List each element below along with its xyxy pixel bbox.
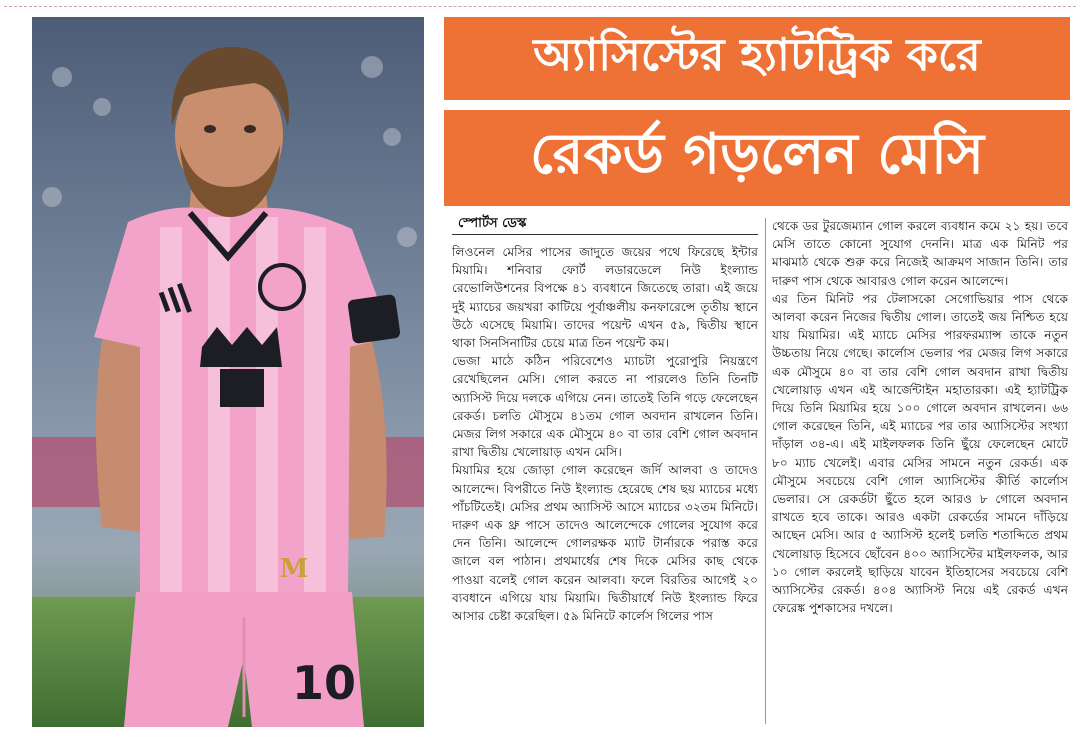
byline: স্পোর্টস ডেস্ক [458, 216, 527, 231]
paragraph: ভেজা মাঠে কঠিন পরিবেশেও ম্যাচটা পুরোপুরি নিয়ন্ত্রণে রেখেছিলেন মেসি। গোল করতে না পারলেও তিনি তিনটি অ্যাসিস্ট দিয়ে দলকে এগিয়ে নেন। তাতেই তিনি গড়ে ফেলেছেন রেকর্ড। চলতি মৌসুমে ৪১তম গোল অবদান রাখলেন তিনি। মেজর লিগ সকারে এক মৌসুমে ৪০ বা তার বেশি গোল অবদান রাখা দ্বিতীয় খেলোয়াড় এখন মেসি। [452, 354, 758, 460]
headline-line-2-band [444, 110, 1070, 206]
paragraph: এর তিন মিনিট পর টেলাসকো সেগোভিয়ার পাস থেকে আলবা করেন নিজের দ্বিতীয় গোল। তাতেই জয় নিশ্চিত হয়ে যায় মিয়ামির। এই ম্যাচে মেসির পারফরম্যান্স তাকে নতুন উচ্চতায় নিয়ে গেছে। কার্লোস ভেলার পর মেজর লিগ সকারে এক মৌসুমে ৪০ বা তার বেশি গোল অবদান রাখা দ্বিতীয় খেলোয়াড় এখন এই আর্জেন্টাইন মহাতারকা। এই হ্যাটট্রিক দিয়ে তিনি মিয়ামির হয়ে ১০০ গোলে অবদান রাখলেন। ৬৬ গোল করেছেন তিনি, এই ম্যাচের পর তার অ্যাসিস্টের সংখ্যা দাঁড়াল ৩৪-এ। এই মাইলফলক তিনি ছুঁয়ে ফেলেছেন মোটে ৮০ ম্যাচ খেলেই। এবার মেসির সামনে নতুন রেকর্ড। এক মৌসুমে সবচেয়ে বেশি গোল অ্যাসিস্টের কীর্তি কার্লোস ভেলার। সে রেকর্ডটা ছুঁতে হলে আরও ৮ গোলে অবদান রাখতে হবে তাকে। আরও একটা রেকর্ডের সামনে দাঁড়িয়ে আছেন মেসি। আর ৫ অ্যাসিস্ট হলেই চলতি শতাব্দিতে প্রথম খেলোয়াড় হিসেবে ছোঁবেন ৪০০ অ্যাসিস্টের মাইলফলক, আর ১০ গোল করলেই ছাড়িয়ে যাবেন ইতিহাসের সবচেয়ে বেশি অ্যাসিস্টের রেকর্ড। ৪০৪ অ্যাসিস্ট নিয়ে এই রেকর্ড এখন ফেরেঙ্ক পুশকাসের দখলে। [772, 291, 1068, 616]
article-column-1 [452, 243, 758, 725]
headline-line-1-band [444, 17, 1070, 100]
column-divider [765, 218, 766, 724]
player-photo [32, 17, 424, 727]
jersey-letter: M [279, 554, 309, 584]
player-illustration [32, 17, 424, 727]
paragraph: লিওনেল মেসির পাসের জাদুতে জয়ের পথে ফিরেছে ইন্টার মিয়ামি। শনিবার ফোর্ট লডারডেলে নিউ ইংল্যান্ড রেভোলিউশনের বিপক্ষে ৪১ ব্যবধানে জিতেছে তারা। এই জয়ে দুই ম্যাচের জয়খরা কাটিয়ে পূর্বাঞ্চলীয় কনফারেন্সে তৃতীয় স্থানে উঠে এসেছে মিয়ামি। তাদের পয়েন্ট এখন ৫৯, দ্বিতীয় স্থানে থাকা সিনসিনাটির চেয়ে মাত্র তিন পয়েন্ট কম। [452, 245, 758, 351]
jersey-number: 10 [291, 656, 357, 710]
article-column-2 [772, 217, 1068, 725]
headline-line-1: অ্যাসিস্টের হ্যাটট্রিক করে [533, 28, 981, 81]
paragraph: মিয়ামির হয়ে জোড়া গোল করেছেন জর্দি আলবা ও তাদেও আলেন্দে। বিপরীতে নিউ ইংল্যান্ড হেরেছে শেষ ছয় ম্যাচের মধ্যে পাঁচটিতেই। মেসির প্রথম অ্যাসিস্ট আসে ম্যাচের ৩২তম মিনিটে। দারুণ এক থ্রু পাসে তাদেও আলেন্দেকে গোলের সুযোগ করে দেন তিনি। আলেন্দে গোলরক্ষক ম্যাট টার্নারকে পরাস্ত করে জালে বল পাঠান। প্রথমার্ধের শেষ দিকে মেসির কাছ থেকে পাওয়া বলেই গোল করেন আলবা। ফলে বিরতির আগেই ২০ ব্যবধানে এগিয়ে যায় মিয়ামি। দ্বিতীয়ার্ধে নিউ ইংল্যান্ড ফিরে আসার চেষ্টা করেছিল। ৫৯ মিনিটে কার্লেস গিলের পাস [452, 463, 758, 624]
byline-rule [452, 234, 758, 235]
headline-line-2: রেকর্ড গড়লেন মেসি [529, 122, 985, 187]
paragraph: থেকে ডর টুরজেম্যান গোল করলে ব্যবধান কমে ২১ হয়। তবে মেসি তাতে কোনো সুযোগ দেননি। মাত্র এক মিনিট পর মাঝমাঠ থেকে শুরু করে নিজেই আক্রমণ সাজান তিনি। তার দারুণ পাস থেকে আবারও গোল করেন আলেন্দে। [772, 219, 1068, 288]
